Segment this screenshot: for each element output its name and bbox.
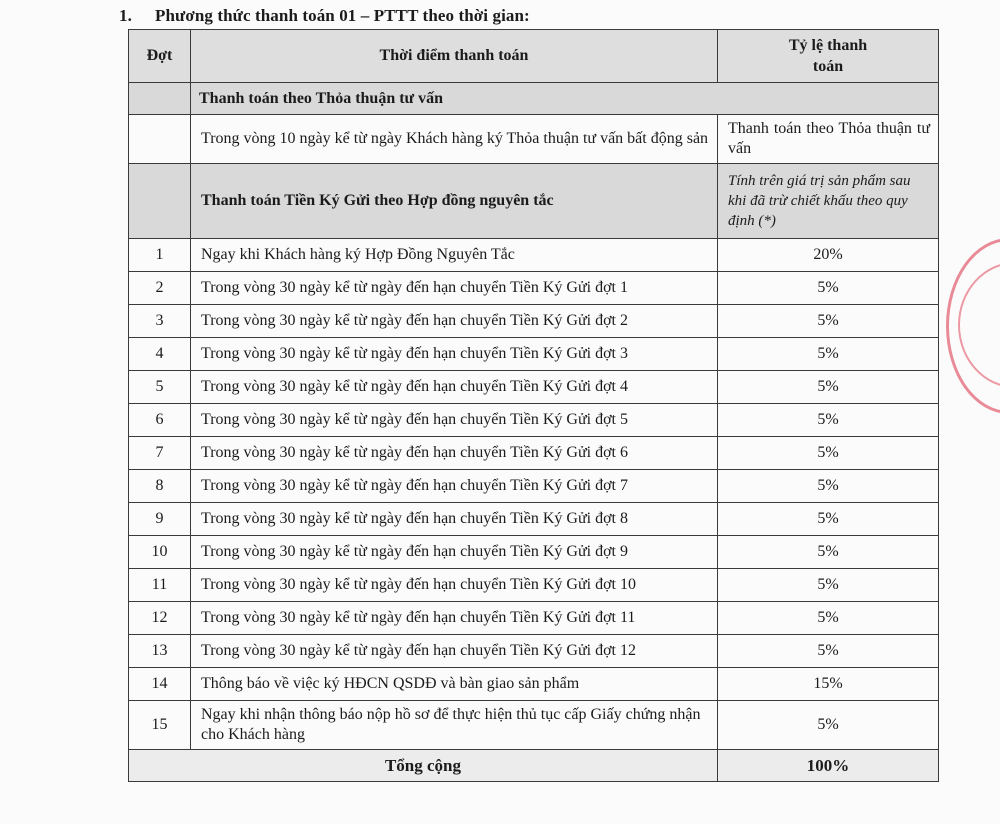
group1-detail-row (129, 115, 939, 164)
total-row (129, 750, 939, 782)
table-row (129, 569, 939, 602)
row-dot: 14 (129, 668, 191, 701)
table-row (129, 635, 939, 668)
row-dot: 10 (129, 536, 191, 569)
row-desc: Trong vòng 30 ngày kể từ ngày đến hạn chuyển Tiền Ký Gửi đợt 10 (191, 569, 718, 602)
group1-title-row (129, 83, 939, 115)
row-dot: 1 (129, 239, 191, 272)
table-row (129, 503, 939, 536)
group2-rate-note: Tính trên giá trị sản phẩm sau khi đã trừ chiết khấu theo quy định (*) (718, 164, 939, 239)
row-dot: 5 (129, 371, 191, 404)
row-rate: 5% (718, 272, 939, 305)
row-rate: 15% (718, 668, 939, 701)
row-rate: 5% (718, 635, 939, 668)
row-desc: Trong vòng 30 ngày kể từ ngày đến hạn chuyển Tiền Ký Gửi đợt 3 (191, 338, 718, 371)
table-row (129, 371, 939, 404)
section-heading (119, 6, 530, 26)
row-dot: 2 (129, 272, 191, 305)
table-row (129, 701, 939, 750)
row-rate: 5% (718, 503, 939, 536)
row-dot: 9 (129, 503, 191, 536)
header-ty-le (718, 30, 939, 83)
payment-schedule-table (128, 29, 939, 782)
row-desc: Trong vòng 30 ngày kể từ ngày đến hạn chuyển Tiền Ký Gửi đợt 11 (191, 602, 718, 635)
row-rate: 5% (718, 404, 939, 437)
table-row (129, 239, 939, 272)
row-dot: 7 (129, 437, 191, 470)
row-desc: Trong vòng 30 ngày kể từ ngày đến hạn chuyển Tiền Ký Gửi đợt 2 (191, 305, 718, 338)
section-number: 1. (119, 6, 132, 25)
table-row (129, 272, 939, 305)
group2-title-blank (129, 164, 191, 239)
table-row (129, 470, 939, 503)
row-dot: 8 (129, 470, 191, 503)
table-row (129, 536, 939, 569)
group1-desc: Trong vòng 10 ngày kể từ ngày Khách hàng ký Thỏa thuận tư vấn bất động sản (191, 115, 718, 164)
row-desc: Trong vòng 30 ngày kể từ ngày đến hạn chuyển Tiền Ký Gửi đợt 8 (191, 503, 718, 536)
group1-title: Thanh toán theo Thỏa thuận tư vấn (191, 83, 939, 115)
total-rate: 100% (718, 750, 939, 782)
row-desc: Trong vòng 30 ngày kể từ ngày đến hạn chuyển Tiền Ký Gửi đợt 12 (191, 635, 718, 668)
table-row (129, 404, 939, 437)
table-row (129, 602, 939, 635)
row-desc: Trong vòng 30 ngày kể từ ngày đến hạn chuyển Tiền Ký Gửi đợt 5 (191, 404, 718, 437)
group1-title-blank (129, 83, 191, 115)
row-rate: 5% (718, 305, 939, 338)
row-rate: 5% (718, 371, 939, 404)
row-desc: Trong vòng 30 ngày kể từ ngày đến hạn chuyển Tiền Ký Gửi đợt 4 (191, 371, 718, 404)
row-rate: 5% (718, 602, 939, 635)
header-dot: Đợt (129, 30, 191, 83)
row-dot: 11 (129, 569, 191, 602)
row-desc: Trong vòng 30 ngày kể từ ngày đến hạn chuyển Tiền Ký Gửi đợt 9 (191, 536, 718, 569)
row-desc: Thông báo về việc ký HĐCN QSDĐ và bàn giao sản phẩm (191, 668, 718, 701)
total-label: Tổng cộng (129, 750, 718, 782)
table-header-row (129, 30, 939, 83)
table-row (129, 338, 939, 371)
row-dot: 15 (129, 701, 191, 750)
row-dot: 12 (129, 602, 191, 635)
row-rate: 5% (718, 701, 939, 750)
table-row (129, 305, 939, 338)
row-desc: Ngay khi Khách hàng ký Hợp Đồng Nguyên Tắc (191, 239, 718, 272)
row-desc: Trong vòng 30 ngày kể từ ngày đến hạn chuyển Tiền Ký Gửi đợt 7 (191, 470, 718, 503)
group2-title-row (129, 164, 939, 239)
section-title: Phương thức thanh toán 01 – PTTT theo thời gian: (155, 6, 530, 25)
header-thoi-diem: Thời điểm thanh toán (191, 30, 718, 83)
row-dot: 4 (129, 338, 191, 371)
row-desc: Trong vòng 30 ngày kể từ ngày đến hạn chuyển Tiền Ký Gửi đợt 1 (191, 272, 718, 305)
row-rate: 5% (718, 569, 939, 602)
table-row (129, 668, 939, 701)
row-dot: 6 (129, 404, 191, 437)
row-rate: 5% (718, 470, 939, 503)
table-row (129, 437, 939, 470)
row-dot: 13 (129, 635, 191, 668)
row-rate: 5% (718, 536, 939, 569)
header-ty-le-text: Tỷ lệ thanh toán (788, 37, 868, 75)
group2-title: Thanh toán Tiền Ký Gửi theo Hợp đồng nguyên tắc (191, 164, 718, 239)
row-dot: 3 (129, 305, 191, 338)
row-desc: Ngay khi nhận thông báo nộp hồ sơ để thực hiện thủ tục cấp Giấy chứng nhận cho Khách hàng (191, 701, 718, 750)
group1-rate: Thanh toán theo Thỏa thuận tư vấn (718, 115, 939, 164)
row-rate: 5% (718, 338, 939, 371)
row-rate: 20% (718, 239, 939, 272)
row-desc: Trong vòng 30 ngày kể từ ngày đến hạn chuyển Tiền Ký Gửi đợt 6 (191, 437, 718, 470)
row-rate: 5% (718, 437, 939, 470)
group1-detail-blank (129, 115, 191, 164)
